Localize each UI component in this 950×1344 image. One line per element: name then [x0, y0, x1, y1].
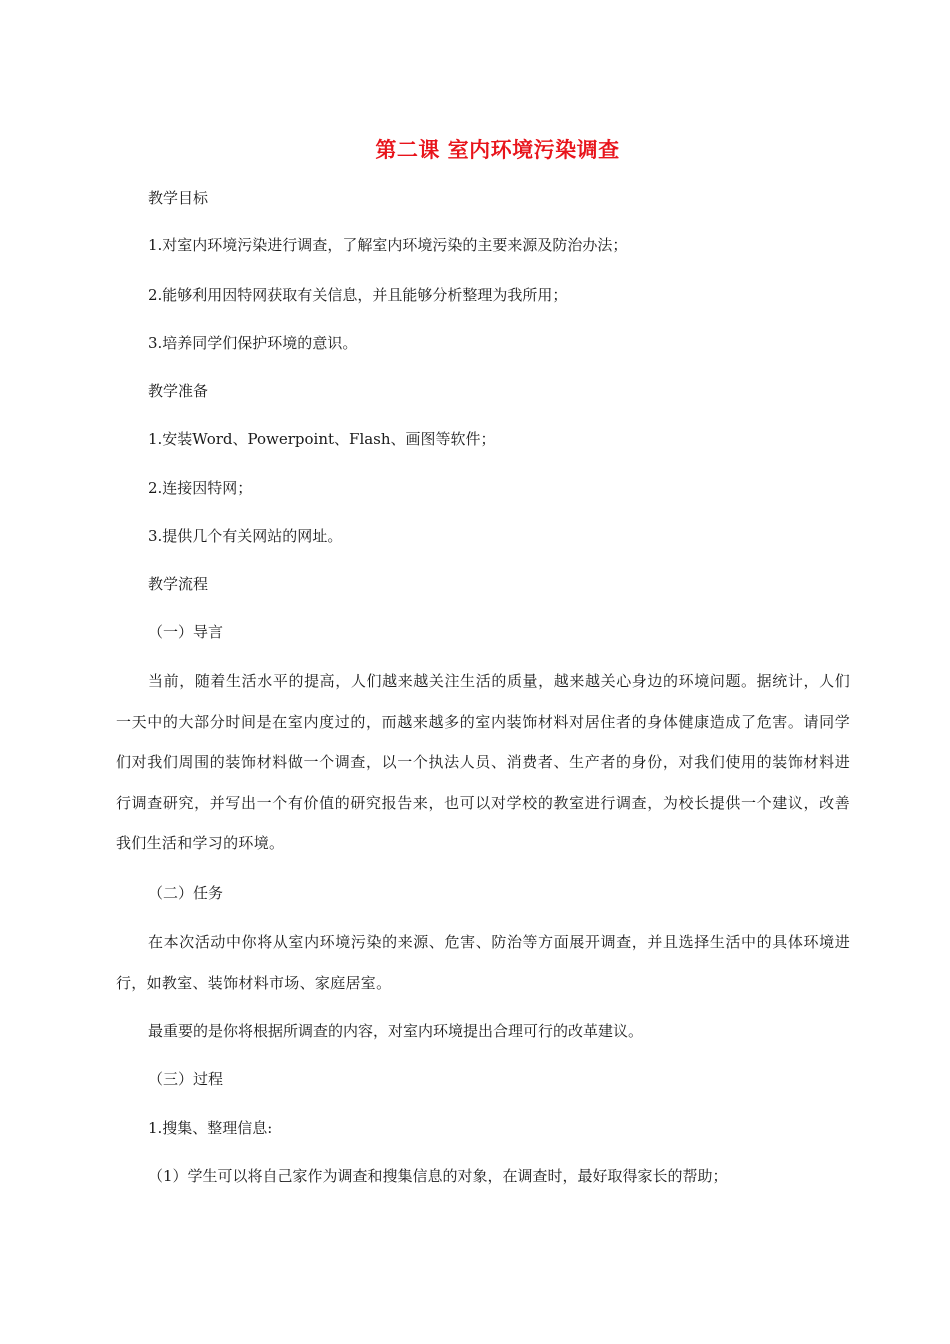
objective-item: 3.培养同学们保护环境的意识。	[148, 334, 358, 352]
step-heading: 1.搜集、整理信息:	[148, 1119, 273, 1137]
process-heading: 教学流程	[148, 575, 209, 593]
step-item: （1）学生可以将自己家作为调查和搜集信息的对象，在调查时，最好取得家长的帮助；	[148, 1167, 728, 1185]
objectives-heading: 教学目标	[148, 189, 209, 207]
task-paragraph-2: 最重要的是你将根据所调查的内容，对室内环境提出合理可行的改革建议。	[148, 1022, 644, 1040]
section-heading: （一）导言	[148, 623, 224, 641]
intro-paragraph: 当前，随着生活水平的提高，人们越来越关注生活的质量，越来越关心身边的环境问题。据统计，人们一天中的大部分时间是在室内度过的，而越来越多的室内装饰材料对居住者的身体健康造成了危害。请同学们对我们周围的装饰材料做一个调查，以一个执法人员、消费者、生产者的身份，对我们使用的装饰材料进行调查研究，并写出一个有价值的研究报告来，也可以对学校的教室进行调查，为校长提供一个建议，改善我们生活和学习的环境。	[116, 672, 850, 852]
preparation-item: 2.连接因特网；	[148, 479, 253, 497]
preparation-item: 1.安装Word、Powerpoint、Flash、画图等软件；	[148, 430, 496, 448]
preparation-heading: 教学准备	[148, 382, 209, 400]
objective-item: 2.能够利用因特网获取有关信息，并且能够分析整理为我所用；	[148, 286, 568, 304]
task-paragraph: 在本次活动中你将从室内环境污染的来源、危害、防治等方面展开调查，并且选择生活中的具体环境进行，如教室、装饰材料市场、家庭居室。	[116, 933, 850, 992]
objective-item: 1.对室内环境污染进行调查，了解室内环境污染的主要来源及防治办法；	[148, 236, 628, 254]
section-heading: （三）过程	[148, 1070, 224, 1088]
preparation-item: 3.提供几个有关网站的网址。	[148, 527, 343, 545]
section-heading: （二）任务	[148, 884, 224, 902]
document-title: 第二课 室内环境污染调查	[375, 138, 620, 162]
